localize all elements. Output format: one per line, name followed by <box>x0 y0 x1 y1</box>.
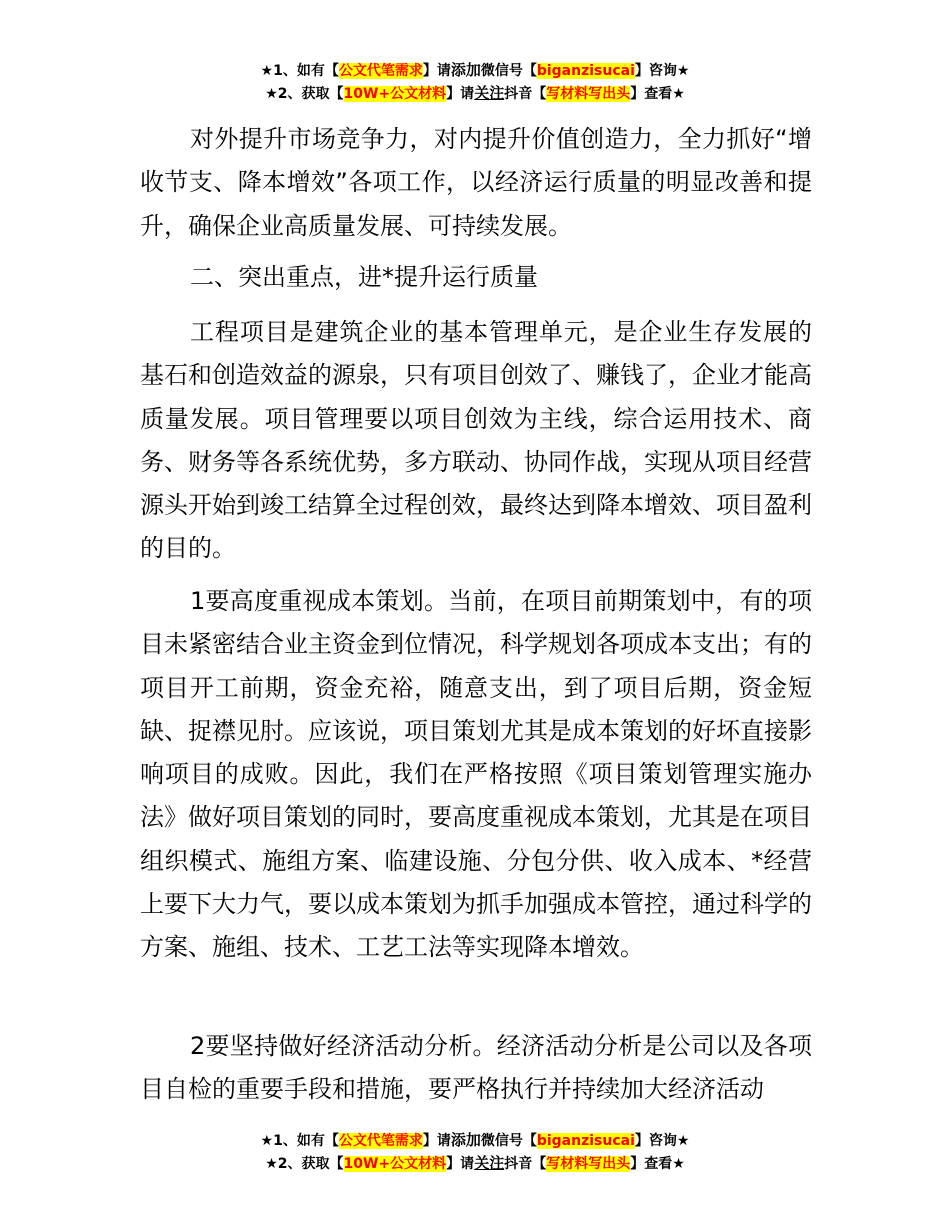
paragraph-3: 1要高度重视成本策划。当前，在项目前期策划中，有的项目未紧密结合业主资金到位情况，科学规划各项成本支出；有的项目开工前期，资金充裕，随意支出，到了项目后期，资金短缺、捉襟见肘。应该说，项目策划尤其是成本策划的好坏直接影响项目的成败。因此，我们在严格按照《项目策划管理实施办法》做好项目策划的同时，要高度重视成本策划，尤其是在项目组织模式、施组方案、临建设施、分包分供、收入成本、*经营上要下大力气，要以成本策划为抓手加强成本管控，通过科学的方案、施组、技术、工艺工法等实现降本增效。 <box>140 587 812 962</box>
promo-line-1 <box>0 1129 950 1152</box>
paragraph-4: 2要坚持做好经济活动分析。经济活动分析是公司以及各项目自检的重要手段和措施，要严格执行并持续加大经济活动 <box>140 1032 812 1104</box>
bottom-promo-banner <box>0 1129 950 1175</box>
paragraph-1: 对外提升市场竞争力，对内提升价值创造力，全力抓好“增收节支、降本增效”各项工作，以经济运行质量的明显改善和提升，确保企业高质量发展、可持续发展。 <box>140 125 812 240</box>
promo-line-2 <box>0 82 950 105</box>
promo-text: 】请 <box>446 1156 475 1172</box>
promo-emphasis: 添加 <box>450 1131 481 1149</box>
section-heading: 二、突出重点，进*提升运行质量 <box>190 263 538 291</box>
promo-text: ★1、如有【 <box>260 1133 339 1149</box>
promo-douyin-id: 写材料写出头 <box>546 86 631 102</box>
promo-highlight: 10W+公文材料 <box>343 1156 447 1172</box>
promo-text: 微信号【 <box>480 1133 537 1149</box>
promo-text: 抖音【 <box>504 86 547 102</box>
paragraph-2: 工程项目是建筑企业的基本管理单元，是企业生存发展的基石和创造效益的源泉，只有项目创效了、赚钱了，企业才能高质量发展。项目管理要以项目创效为主线，综合运用技术、商务、财务等各系统优势，多方联动、协同作战，实现从项目经营源头开始到竣工结算全过程创效，最终达到降本增效、项目盈利的目的。 <box>140 318 812 563</box>
promo-text: 】请 <box>446 86 475 102</box>
promo-text: 抖音【 <box>504 1156 547 1172</box>
promo-emphasis: 关注 <box>474 84 505 102</box>
promo-text: 】请 <box>422 1133 451 1149</box>
promo-line-1 <box>0 59 950 82</box>
top-promo-banner <box>0 59 950 105</box>
promo-wechat-id: biganzisucai <box>536 1133 635 1149</box>
promo-highlight: 公文代笔需求 <box>338 1133 423 1149</box>
promo-text: 】请 <box>422 63 451 79</box>
promo-highlight: 公文代笔需求 <box>338 63 423 79</box>
promo-line-2 <box>0 1152 950 1175</box>
promo-wechat-id: biganzisucai <box>536 63 635 79</box>
promo-text: 】查看★ <box>630 1156 685 1172</box>
promo-text: 】咨询★ <box>634 63 690 79</box>
promo-highlight: 10W+公文材料 <box>343 86 447 102</box>
promo-text: 】查看★ <box>630 86 685 102</box>
promo-text: ★2、获取【 <box>265 1156 344 1172</box>
promo-text: ★1、如有【 <box>260 63 339 79</box>
promo-text: ★2、获取【 <box>265 86 344 102</box>
promo-emphasis: 关注 <box>474 1154 505 1172</box>
promo-text: 】咨询★ <box>634 1133 690 1149</box>
promo-text: 微信号【 <box>480 63 537 79</box>
promo-douyin-id: 写材料写出头 <box>546 1156 631 1172</box>
promo-emphasis: 添加 <box>450 61 481 79</box>
